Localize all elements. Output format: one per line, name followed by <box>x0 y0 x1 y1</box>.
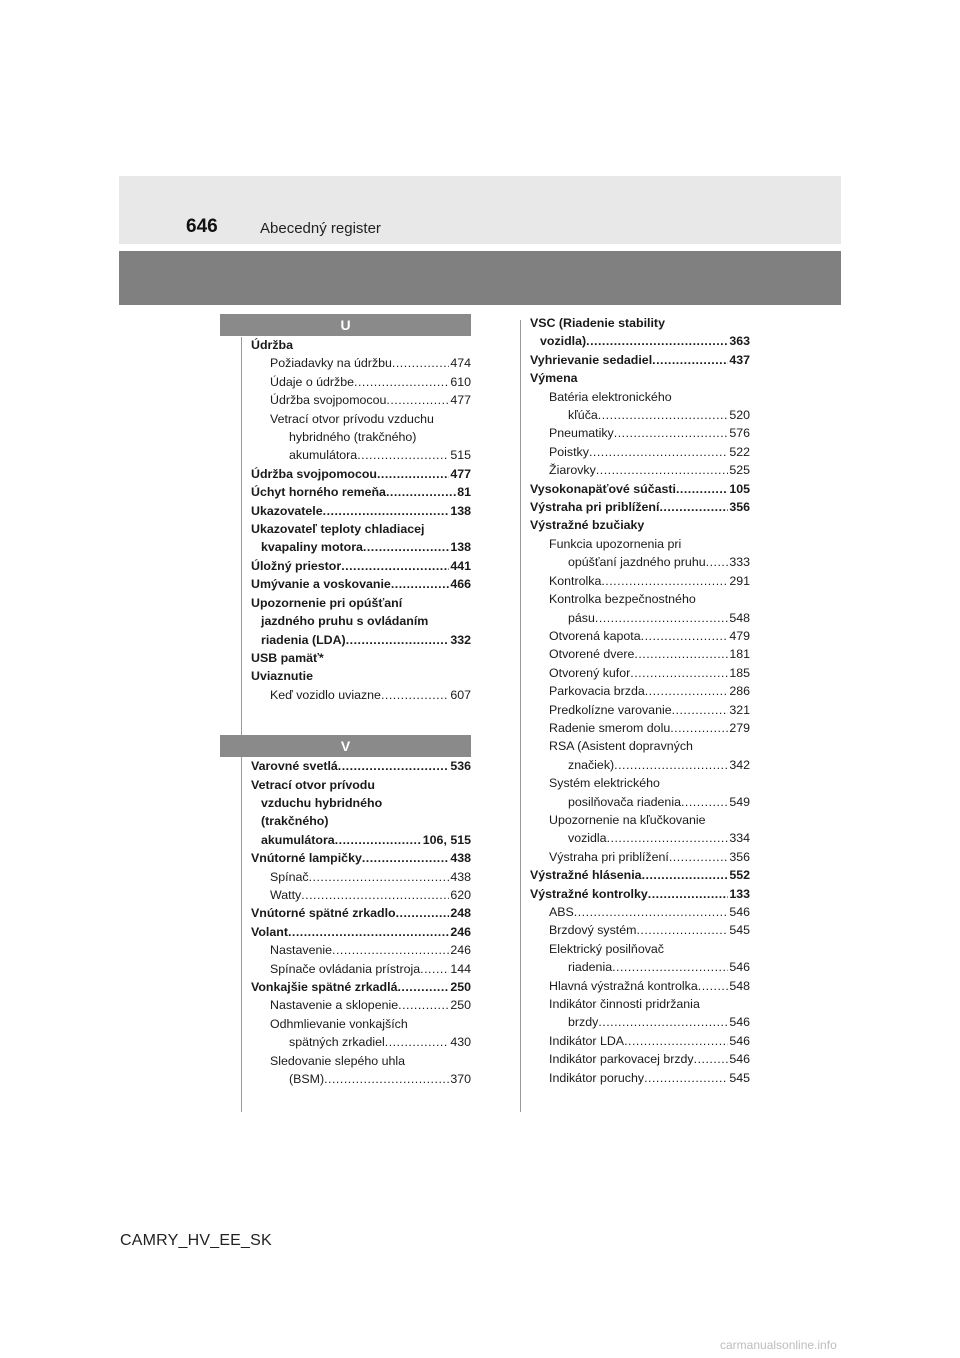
dot-leader <box>601 572 728 590</box>
index-entry-page: 620 <box>450 887 471 902</box>
dot-leader <box>386 391 449 409</box>
index-entry-text: Volant <box>251 924 288 939</box>
index-entry-page: 546 <box>729 1015 750 1030</box>
index-entry-page: 607 <box>450 687 471 702</box>
index-entry <box>530 332 750 350</box>
index-entry-page: 246 <box>450 943 471 958</box>
index-entry <box>251 978 471 996</box>
section-title: Abecedný register <box>260 220 381 237</box>
index-entry-page: 342 <box>729 757 750 772</box>
index-entry <box>530 921 750 939</box>
index-entry <box>530 553 750 571</box>
index-column-left <box>251 314 471 1088</box>
index-entry-text: Nastavenie a sklopenie <box>270 998 399 1013</box>
index-entry-text: kľúča <box>568 408 598 423</box>
index-entry <box>251 1070 471 1088</box>
index-entry <box>251 868 471 886</box>
index-entry-page: 520 <box>729 408 750 423</box>
index-list-v <box>251 757 471 1088</box>
index-entry <box>530 1069 750 1087</box>
index-entry <box>251 649 471 667</box>
right-divider <box>520 320 521 1112</box>
index-entry-text: Vysokonapäťové súčasti <box>530 481 676 496</box>
model-code: CAMRY_HV_EE_SK <box>120 1232 272 1249</box>
dot-leader <box>645 682 729 700</box>
index-entry <box>530 645 750 663</box>
index-entry <box>251 631 471 649</box>
index-entry <box>530 719 750 737</box>
index-entry <box>530 609 750 627</box>
index-entry-page: 248 <box>450 906 471 921</box>
index-entry <box>530 885 750 903</box>
index-entry-page: 250 <box>450 980 471 994</box>
dot-leader <box>698 977 729 995</box>
index-entry <box>251 557 471 575</box>
dot-leader <box>386 483 456 501</box>
dot-leader <box>672 701 729 719</box>
index-entry <box>530 590 750 608</box>
index-entry-text: Výstražné kontrolky <box>530 886 648 901</box>
index-entry-text: (trakčného) <box>261 814 329 829</box>
index-entry-page: 610 <box>450 374 471 389</box>
index-entry-text: Umývanie a voskovanie <box>251 577 391 592</box>
dot-leader <box>624 1032 728 1050</box>
index-entry <box>530 737 750 755</box>
index-entry-text: ABS <box>549 905 574 919</box>
index-entry <box>251 941 471 959</box>
index-entry <box>530 388 750 406</box>
index-entry <box>530 701 750 719</box>
index-entry-page: 138 <box>450 503 471 518</box>
index-entry-page: 138 <box>450 540 471 555</box>
index-entry <box>251 686 471 704</box>
dot-leader <box>644 1069 728 1087</box>
index-entry-text: Sledovanie slepého uhla <box>270 1053 406 1068</box>
index-entry <box>251 594 471 612</box>
index-entry-text: vozidla <box>568 831 607 846</box>
index-entry-page: 474 <box>450 356 471 371</box>
index-entry-page: 181 <box>729 647 750 662</box>
dot-leader <box>589 443 728 461</box>
index-entry <box>530 682 750 700</box>
index-entry <box>251 446 471 464</box>
index-entry <box>530 1032 750 1050</box>
index-entry-text: Elektrický posilňovač <box>549 941 665 956</box>
dot-leader <box>346 631 450 649</box>
index-entry <box>251 960 471 978</box>
index-entry <box>530 977 750 995</box>
index-entry <box>251 794 471 812</box>
index-entry-page: 333 <box>729 555 750 570</box>
dot-leader <box>669 848 728 866</box>
index-entry-page: 321 <box>729 702 750 717</box>
dot-leader <box>607 829 729 847</box>
dot-leader <box>598 406 729 424</box>
index-entry-text: pásu <box>568 610 595 625</box>
header-dark-band <box>119 251 841 305</box>
index-entry-text: Watty <box>270 887 302 902</box>
index-entry <box>251 667 471 685</box>
dot-leader <box>614 424 729 442</box>
index-entry-page: 133 <box>729 886 750 901</box>
index-entry <box>530 793 750 811</box>
index-entry <box>251 831 471 849</box>
index-entry-text: Keď vozidlo uviazne <box>270 687 381 702</box>
index-entry-text: Upozornenie na kľučkovanie <box>549 812 706 827</box>
index-entry-page: 286 <box>729 684 750 699</box>
index-entry-text: vozidla) <box>540 334 587 349</box>
index-entry-page: 250 <box>450 998 471 1013</box>
index-entry-page: 438 <box>450 869 471 884</box>
index-entry <box>251 465 471 483</box>
index-entry <box>530 369 750 387</box>
dot-leader <box>301 886 449 904</box>
index-entry-page: 546 <box>729 960 750 975</box>
dot-leader <box>659 498 728 516</box>
index-entry <box>530 516 750 534</box>
index-entry <box>251 428 471 446</box>
index-entry <box>530 848 750 866</box>
dot-leader <box>323 502 450 520</box>
index-entry-page: 477 <box>450 393 471 408</box>
index-entry <box>530 756 750 774</box>
dot-leader <box>396 904 450 922</box>
index-entry <box>251 849 471 867</box>
index-entry <box>530 866 750 884</box>
dot-leader <box>642 866 729 884</box>
index-entry <box>251 502 471 520</box>
index-entry <box>530 664 750 682</box>
dot-leader <box>598 1013 728 1031</box>
index-entry-page: 546 <box>729 905 750 919</box>
index-entry-text: Údržba svojpomocou <box>270 393 387 408</box>
dot-leader <box>391 575 450 593</box>
index-entry-page: 106, 515 <box>422 832 471 847</box>
index-entry-text: Údržba svojpomocou <box>251 466 377 481</box>
dot-leader <box>681 793 728 811</box>
index-entry-text: VSC (Riadenie stability <box>530 316 665 330</box>
index-entry-page: 546 <box>729 1052 750 1067</box>
index-entry <box>251 520 471 538</box>
index-entry-text: Vnútorné lampičky <box>251 851 362 866</box>
index-entry <box>530 314 750 332</box>
index-entry-text: riadenia (LDA) <box>261 632 346 647</box>
index-entry-text: Výstražné hlásenia <box>530 868 642 883</box>
index-entry-text: hybridného (trakčného) <box>289 430 417 445</box>
index-entry-text: kvapaliny motora <box>261 540 363 555</box>
index-entry-page: 552 <box>729 868 750 883</box>
index-entry <box>251 757 471 775</box>
index-entry <box>251 336 471 354</box>
index-entry-text: Spínač <box>270 869 309 884</box>
index-entry <box>530 811 750 829</box>
index-entry <box>251 904 471 922</box>
index-entry-text: Otvorený kufor <box>549 665 631 680</box>
dot-leader <box>652 351 728 369</box>
index-entry-text: Predkolízne varovanie <box>549 702 672 717</box>
index-entry <box>530 627 750 645</box>
dot-leader <box>385 1033 450 1051</box>
index-entry-text: brzdy <box>568 1015 599 1030</box>
index-entry-text: Vetrací otvor prívodu vzduchu <box>270 411 434 426</box>
index-entry-text: opúšťaní jazdného pruhu <box>568 555 706 570</box>
index-entry <box>251 373 471 391</box>
index-entry <box>251 1015 471 1033</box>
index-entry-text: Varovné svetlá <box>251 759 338 774</box>
index-entry-text: Vonkajšie spätné zrkadlá <box>251 980 398 994</box>
index-entry <box>530 461 750 479</box>
index-entry-page: 144 <box>450 961 471 976</box>
dot-leader <box>586 332 728 350</box>
index-entry-page: 279 <box>729 720 750 735</box>
index-entry <box>251 538 471 556</box>
index-entry-page: 105 <box>729 481 750 496</box>
index-entry-text: Výstraha pri priblížení <box>530 500 660 515</box>
index-entry-page: 81 <box>457 485 471 500</box>
index-entry-page: 522 <box>729 444 750 459</box>
index-entry-text: Funkcia upozornenia pri <box>549 536 682 551</box>
index-entry <box>251 612 471 630</box>
index-entry-text: akumulátora <box>289 448 358 463</box>
index-entry-page: 246 <box>450 924 471 939</box>
index-entry <box>530 443 750 461</box>
index-entry-text: Kontrolka <box>549 573 602 588</box>
index-entry-text: Parkovacia brzda <box>549 684 645 699</box>
dot-leader <box>634 645 728 663</box>
index-entry-text: Indikátor LDA <box>549 1033 625 1048</box>
dot-leader <box>641 627 729 645</box>
index-entry <box>530 940 750 958</box>
index-entry-page: 536 <box>450 759 471 774</box>
dot-leader <box>595 609 728 627</box>
dot-leader <box>670 719 728 737</box>
index-entry <box>530 424 750 442</box>
dot-leader <box>630 664 728 682</box>
index-entry <box>251 410 471 428</box>
index-entry-text: Indikátor činnosti pridržania <box>549 997 700 1012</box>
dot-leader <box>377 465 449 483</box>
dot-leader <box>614 756 728 774</box>
index-entry-text: Indikátor poruchy <box>549 1070 645 1085</box>
dot-leader <box>706 553 729 571</box>
index-entry <box>251 812 471 830</box>
dot-leader <box>354 373 449 391</box>
index-entry-page: 332 <box>450 632 471 647</box>
index-column-right <box>530 314 750 1087</box>
index-entry <box>530 903 750 921</box>
index-entry-text: Poistky <box>549 444 589 459</box>
index-entry-page: 185 <box>729 665 750 680</box>
index-entry-text: Nastavenie <box>270 943 332 958</box>
index-entry <box>530 351 750 369</box>
dot-leader <box>612 958 728 976</box>
index-entry-page: 548 <box>729 978 750 993</box>
index-entry <box>530 572 750 590</box>
index-entry-page: 549 <box>729 794 750 809</box>
watermark: carmanualsonline.info <box>720 1338 837 1352</box>
index-entry-text: Odhmlievanie vonkajších <box>270 1016 408 1031</box>
index-entry-text: spätných zrkadiel <box>289 1035 385 1050</box>
index-entry-text: Upozornenie pri opúšťaní <box>251 595 403 610</box>
index-entry <box>251 1033 471 1051</box>
index-entry-text: Uviaznutie <box>251 669 313 684</box>
index-list-right <box>530 314 750 1087</box>
dot-leader <box>596 461 728 479</box>
index-entry-text: Vetrací otvor prívodu <box>251 777 375 792</box>
index-entry-page: 515 <box>450 448 471 463</box>
dot-leader <box>341 557 449 575</box>
index-entry <box>251 776 471 794</box>
dot-leader <box>648 885 729 903</box>
index-entry-text: Spínače ovládania prístroja <box>270 961 421 976</box>
index-entry <box>251 354 471 372</box>
index-entry-page: 430 <box>450 1035 471 1050</box>
dot-leader <box>363 538 449 556</box>
index-entry-page: 438 <box>450 851 471 866</box>
index-entry-page: 370 <box>450 1072 471 1087</box>
index-entry-text: Údaje o údržbe <box>270 374 355 389</box>
dot-leader <box>357 446 449 464</box>
index-entry-text: značiek) <box>568 757 615 772</box>
index-entry-page: 363 <box>729 334 750 349</box>
dot-leader <box>676 480 728 498</box>
dot-leader <box>288 923 449 941</box>
index-entry-page: 576 <box>729 426 750 441</box>
index-entry-text: Vyhrievanie sedadiel <box>530 352 653 367</box>
dot-leader <box>397 978 449 996</box>
index-entry <box>251 923 471 941</box>
dot-leader <box>332 941 449 959</box>
dot-leader <box>324 1070 449 1088</box>
header-band <box>119 176 841 244</box>
dot-leader <box>420 960 449 978</box>
index-entry-text: Radenie smerom dolu <box>549 720 671 735</box>
index-entry-text: USB pamäť* <box>251 650 324 665</box>
index-entry-page: 525 <box>729 463 750 478</box>
index-entry-page: 545 <box>729 1070 750 1085</box>
index-entry <box>530 1050 750 1068</box>
index-entry <box>251 391 471 409</box>
index-entry-text: posilňovača riadenia <box>568 794 681 809</box>
index-entry-page: 441 <box>450 558 471 573</box>
dot-leader <box>309 868 450 886</box>
index-entry <box>530 406 750 424</box>
index-entry <box>530 774 750 792</box>
dot-leader <box>694 1050 729 1068</box>
index-entry-page: 356 <box>729 849 750 864</box>
index-entry <box>530 480 750 498</box>
index-entry <box>530 498 750 516</box>
dot-leader <box>398 996 449 1014</box>
index-entry-text: Batéria elektronického <box>549 389 672 404</box>
index-entry-page: 356 <box>729 500 750 515</box>
dot-leader <box>636 921 728 939</box>
index-entry-text: Údržba <box>251 338 293 352</box>
dot-leader <box>338 757 450 775</box>
index-list-u <box>251 336 471 704</box>
index-entry-page: 291 <box>729 573 750 588</box>
index-entry-text: Ukazovateľ teploty chladiacej <box>251 522 425 537</box>
index-entry <box>251 886 471 904</box>
index-entry-text: Hlavná výstražná kontrolka <box>549 978 698 993</box>
index-entry-page: 545 <box>729 923 750 938</box>
index-entry-text: Systém elektrického <box>549 776 660 791</box>
index-entry-text: (BSM) <box>289 1072 325 1087</box>
index-entry-page: 548 <box>729 610 750 625</box>
index-entry <box>530 829 750 847</box>
index-entry <box>530 1013 750 1031</box>
index-entry-text: Ukazovatele <box>251 503 323 518</box>
index-entry-text: Otvorená kapota <box>549 628 641 643</box>
index-entry <box>530 995 750 1013</box>
index-entry-text: Výstraha pri priblížení <box>549 849 669 864</box>
index-entry-text: jazdného pruhu s ovládaním <box>261 614 429 629</box>
index-entry-text: akumulátora <box>261 832 335 847</box>
index-entry <box>530 958 750 976</box>
index-entry-text: Otvorené dvere <box>549 647 635 662</box>
index-entry <box>251 1052 471 1070</box>
index-entry-text: Výstražné bzučiaky <box>530 518 645 533</box>
index-entry-page: 466 <box>450 577 471 592</box>
index-entry-text: Úložný priestor <box>251 558 342 573</box>
letter-heading-v: V <box>220 735 471 757</box>
index-entry <box>530 535 750 553</box>
index-entry-text: Pneumatiky <box>549 426 614 441</box>
index-entry-page: 479 <box>729 628 750 643</box>
index-entry-page: 477 <box>450 466 471 481</box>
index-entry-text: Žiarovky <box>549 463 596 478</box>
dot-leader <box>574 903 729 921</box>
index-entry-text: Požiadavky na údržbu <box>270 356 392 371</box>
left-divider <box>241 337 242 1112</box>
index-entry-text: RSA (Asistent dopravných <box>549 739 693 754</box>
dot-leader <box>362 849 449 867</box>
index-entry-text: Indikátor parkovacej brzdy <box>549 1052 694 1067</box>
index-entry-page: 437 <box>729 352 750 367</box>
index-entry-text: Brzdový systém <box>549 923 637 938</box>
index-entry-text: Vnútorné spätné zrkadlo <box>251 906 396 921</box>
index-entry-text: Úchyt horného remeňa <box>251 485 386 500</box>
dot-leader <box>392 354 449 372</box>
index-entry-text: riadenia <box>568 960 613 975</box>
page-number: 646 <box>186 216 218 237</box>
index-entry <box>251 575 471 593</box>
index-entry-text: Kontrolka bezpečnostného <box>549 592 696 607</box>
index-entry <box>251 483 471 501</box>
index-entry-page: 546 <box>729 1033 750 1048</box>
dot-leader <box>335 831 422 849</box>
index-entry <box>251 996 471 1014</box>
dot-leader <box>381 686 449 704</box>
index-entry-text: Výmena <box>530 371 578 386</box>
index-entry-text: vzduchu hybridného <box>261 795 383 810</box>
letter-heading-u: U <box>220 314 471 336</box>
index-entry-page: 334 <box>729 831 750 846</box>
